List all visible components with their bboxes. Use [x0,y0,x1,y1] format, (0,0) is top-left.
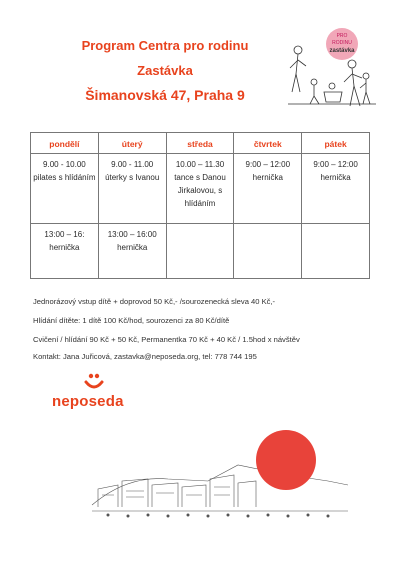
title-line-1: Program Centra pro rodinu [81,38,249,53]
cell-activity: úterky s Ivanou [105,173,160,182]
info-babysitting-price: Hlídání dítěte: 1 dítě 100 Kč/hod, sourozenci za 80 Kč/dítě [33,316,230,325]
family-illustration-logo [284,22,380,112]
schedule-cell [31,154,99,224]
day-header-tuesday: úterý [98,133,166,154]
schedule-cell [31,224,99,279]
schedule-cell [166,224,234,279]
logo-text-rodinu: RODINU [332,40,352,46]
schedule-cell [234,224,302,279]
cell-activity: tance s Danou Jirkalovou, s hlídáním [174,173,226,208]
schedule-cell [98,154,166,224]
cell-time: 13:00 – 16: [44,230,85,239]
neposeda-smile-icon [82,370,106,394]
cell-time: 9:00 – 12:00 [245,160,291,169]
logo-text-pro: PRO [336,33,348,39]
cell-time: 9.00 - 10.00 [43,160,86,169]
schedule-row-afternoon [31,224,370,279]
info-exercise-price: Cvičení / hlídání 90 Kč + 50 Kč, Permanentka 70 Kč + 40 Kč / 1.5hod x návštěv [33,335,300,344]
day-header-friday: pátek [302,133,370,154]
schedule-cell [302,224,370,279]
day-header-wednesday: středa [166,133,234,154]
cell-activity: hernička [117,243,148,252]
schedule-row-morning [31,154,370,224]
schedule-cell [98,224,166,279]
info-entry-price: Jednorázový vstup dítě + doprovod 50 Kč,- /sourozenecká sleva 40 Kč,- [33,297,276,306]
cell-activity: hernička [320,173,351,182]
neposeda-logo-text: neposeda [52,393,124,410]
title-line-2: Zastávka [137,63,193,78]
title-line-3: Šimanovská 47, Praha 9 [85,87,245,103]
info-contact: Kontakt: Jana Juřicová, zastavka@neposeda.org, tel: 778 744 195 [33,352,257,361]
cell-time: 13:00 – 16:00 [107,230,157,239]
schedule-cell [166,154,234,224]
logo-text-zastavka: zastávka [329,48,355,54]
schedule-header-row [31,133,370,154]
schedule-cell [302,154,370,224]
cell-time: 9.00 - 11.00 [111,160,154,169]
day-header-monday: pondělí [31,133,99,154]
weekly-schedule-table [30,132,370,279]
cell-time: 10.00 – 11.30 [175,160,225,169]
neposeda-red-badge [256,430,316,490]
day-header-thursday: čtvrtek [234,133,302,154]
cell-activity: hernička [252,173,283,182]
schedule-cell [234,154,302,224]
cell-activity: hernička [49,243,80,252]
cell-activity: pilates s hlídáním [33,173,96,182]
cell-time: 9:00 – 12:00 [313,160,358,169]
